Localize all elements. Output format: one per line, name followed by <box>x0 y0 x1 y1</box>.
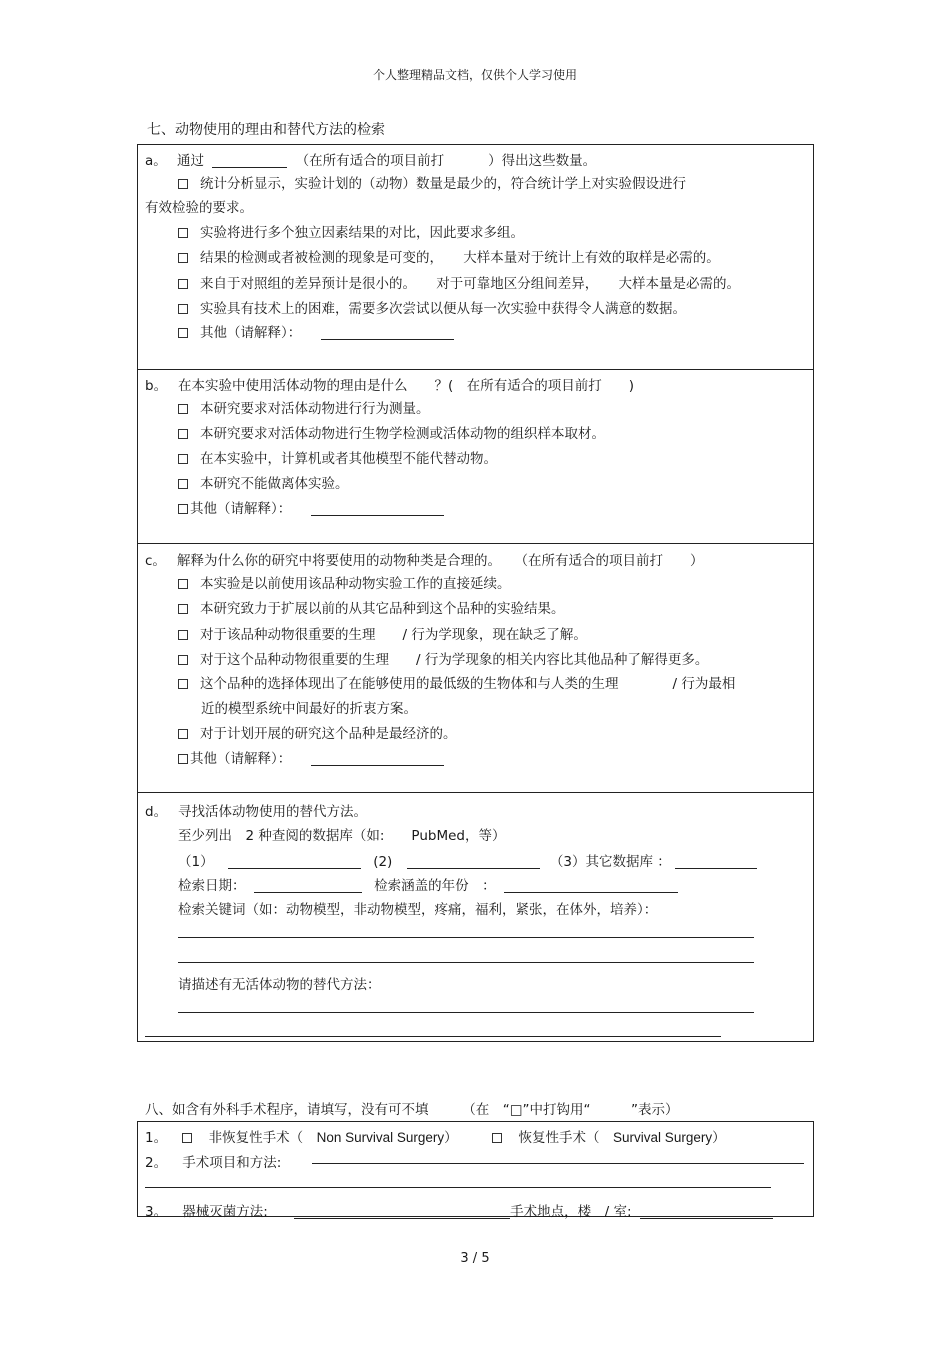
part-d-intro: 寻找活体动物使用的替代方法。 <box>178 804 367 820</box>
checkbox[interactable] <box>178 579 188 589</box>
surgery-location-field[interactable] <box>640 1204 773 1219</box>
option-c6[interactable]: 对于计划开展的研究这个品种是最经济的。 <box>178 722 457 742</box>
part-b-label: b。 <box>145 378 168 394</box>
alternatives-line-1[interactable] <box>178 1012 754 1013</box>
checkbox[interactable] <box>178 679 188 689</box>
option-b4[interactable]: 本研究不能做离体实验。 <box>178 472 349 492</box>
option-b2[interactable]: 本研究要求对活体动物进行生物学检测或活体动物的组织样本取材。 <box>178 422 605 442</box>
search-years-field[interactable] <box>504 878 678 893</box>
checkbox[interactable] <box>178 504 188 514</box>
alternatives-line-2[interactable] <box>145 1036 721 1037</box>
checkbox[interactable] <box>178 228 188 238</box>
option-a-other[interactable]: 其他（请解释）： <box>178 321 454 341</box>
surgery-method-line-2[interactable] <box>145 1187 771 1188</box>
checkbox[interactable] <box>178 604 188 614</box>
option-c2[interactable]: 本研究致力于扩展以前的从其它品种到这个品种的实验结果。 <box>178 597 565 617</box>
database-row: （1） (2) （3）其它数据库 ： <box>178 850 757 870</box>
part-c-label: c。 <box>145 553 166 569</box>
option-a2[interactable]: 实验将进行多个独立因素结果的对比，因此要求多组。 <box>178 221 524 241</box>
checkbox[interactable] <box>178 729 188 739</box>
option-a3[interactable]: 结果的检测或者被检测的现象是可变的， 大样本量对于统计上有效的取样是必需的。 <box>178 246 720 266</box>
checkbox[interactable] <box>178 279 188 289</box>
sterilization-field[interactable] <box>294 1204 510 1219</box>
surgery-method-line-1[interactable] <box>312 1163 804 1164</box>
option-b-other[interactable]: 其他（请解释）： <box>178 497 444 517</box>
keywords-line-2[interactable] <box>178 962 754 963</box>
option-c4[interactable]: 对于这个品种动物很重要的生理 / 行为学现象的相关内容比其他品种了解得更多。 <box>178 648 708 668</box>
option-c1[interactable]: 本实验是以前使用该品种动物实验工作的直接延续。 <box>178 572 511 592</box>
part-a-intro: 通过 （在所有适合的项目前打 ）得出这些数量。 <box>177 153 597 169</box>
checkbox[interactable] <box>178 429 188 439</box>
checkbox[interactable] <box>178 754 188 764</box>
option-b3[interactable]: 在本实验中，计算机或者其他模型不能代替动物。 <box>178 447 497 467</box>
alternatives-label: 请描述有无活体动物的替代方法： <box>178 977 381 993</box>
database-3-field[interactable] <box>675 854 757 869</box>
search-date-row: 检索日期： 检索涵盖的年份 ： <box>178 874 678 894</box>
checkbox[interactable] <box>178 304 188 314</box>
other-b-field[interactable] <box>311 501 444 516</box>
option-c3[interactable]: 对于该品种动物很重要的生理 / 行为学现象，现在缺乏了解。 <box>178 623 587 643</box>
database-instruction: 至少列出 2 种查阅的数据库（如: PubMed，等） <box>178 828 506 844</box>
checkbox[interactable] <box>178 328 188 338</box>
divider-c-d <box>137 792 814 793</box>
option-c-other[interactable]: 其他（请解释）： <box>178 747 444 767</box>
part-d-label: d。 <box>145 804 168 820</box>
database-2-field[interactable] <box>407 854 540 869</box>
option-a1-cont: 有效检验的要求。 <box>145 200 253 216</box>
checkbox[interactable] <box>178 479 188 489</box>
page-number: 3 / 5 <box>460 1251 490 1266</box>
checkbox[interactable] <box>178 454 188 464</box>
option-c5[interactable]: 这个品种的选择体现出了在能够使用的最低级的生物体和与人类的生理 / 行为最相 <box>178 672 735 692</box>
other-c-field[interactable] <box>311 751 444 766</box>
checkbox[interactable] <box>178 630 188 640</box>
search-date-field[interactable] <box>254 878 362 893</box>
divider-b-c <box>137 543 814 544</box>
option-a1[interactable]: 统计分析显示，实验计划的（动物）数量是最少的，符合统计学上对实验假设进行 <box>178 172 686 192</box>
option-a5[interactable]: 实验具有技术上的困难，需要多次尝试以便从每一次实验中获得令人满意的数据。 <box>178 297 686 317</box>
checkbox[interactable] <box>178 404 188 414</box>
divider-a-b <box>137 369 814 370</box>
surgery-row-3: 3。 器械灭菌方法: 手术地点，楼 / 室: <box>145 1200 773 1220</box>
surgery-row-2: 2。 手术项目和方法: <box>145 1155 282 1171</box>
page-header: 个人整理精品文档，仅供个人学习使用 <box>372 68 577 82</box>
keywords-line-1[interactable] <box>178 937 754 938</box>
part-c-intro: 解释为什么你的研究中将要使用的动物种类是合理的。 （在所有适合的项目前打 ） <box>177 553 704 569</box>
checkbox[interactable] <box>178 655 188 665</box>
surgery-row-1: 1。 非恢复性手术（ Non Survival Surgery） 恢复性手术（ Survival Surgery） <box>145 1130 726 1146</box>
part-a-label: a。 <box>145 153 167 169</box>
database-1-field[interactable] <box>228 854 361 869</box>
checkbox-survival[interactable] <box>492 1133 502 1143</box>
section-8-title: 八、如含有外科手术程序，请填写，没有可不填 （在 “□”中打钩用“ ”表示） <box>145 1102 679 1118</box>
part-b-intro: 在本实验中使用活体动物的理由是什么 ？( 在所有适合的项目前打 ) <box>178 378 635 394</box>
count-method-field[interactable] <box>212 153 287 168</box>
checkbox[interactable] <box>178 179 188 189</box>
option-b1[interactable]: 本研究要求对活体动物进行行为测量。 <box>178 397 430 417</box>
keywords-label: 检索关键词（如：动物模型，非动物模型，疼痛，福利，紧张，在体外，培养）： <box>178 902 658 918</box>
checkbox[interactable] <box>178 253 188 263</box>
option-c5-cont: 近的模型系统中间最好的折衷方案。 <box>201 701 417 717</box>
section-7-title: 七、动物使用的理由和替代方法的检索 <box>147 122 385 138</box>
checkbox-non-survival[interactable] <box>182 1133 192 1143</box>
other-a-field[interactable] <box>321 325 454 340</box>
option-a4[interactable]: 来自于对照组的差异预计是很小的。 对于可靠地区分组间差异， 大样本量是必需的。 <box>178 272 740 292</box>
